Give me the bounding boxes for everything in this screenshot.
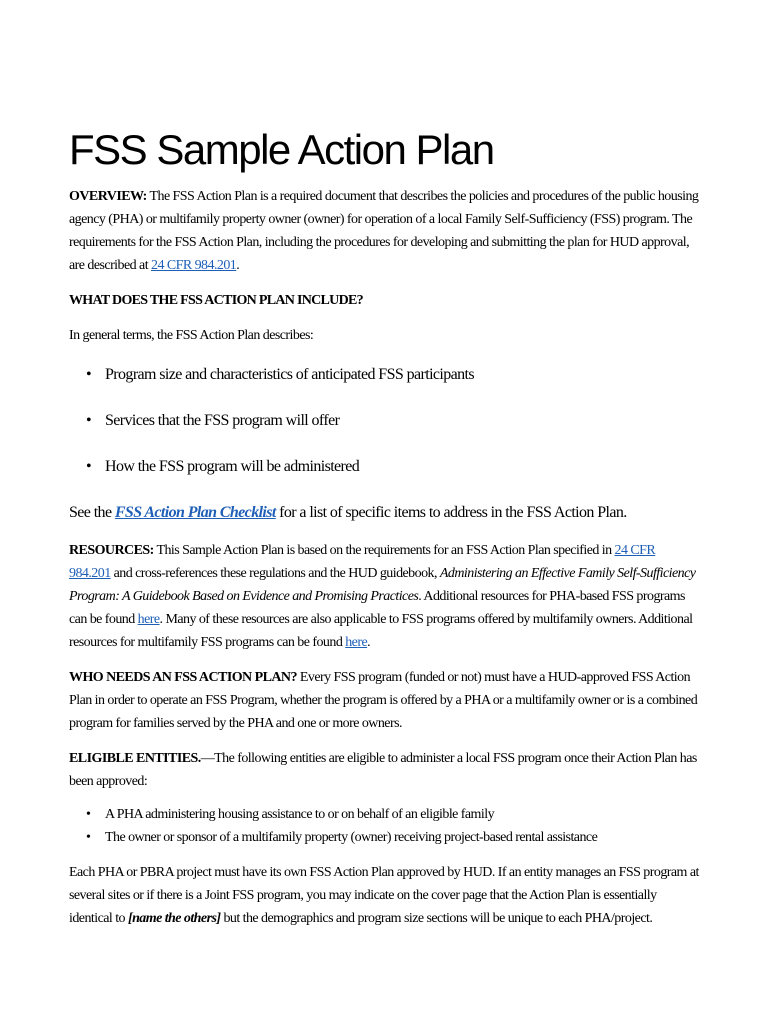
see-after: for a list of specific items to address in the FSS Action Plan.: [275, 504, 627, 521]
bullet-icon: •: [86, 458, 92, 475]
closing-paragraph: [69, 861, 699, 930]
resources-paragraph: [69, 539, 699, 654]
list-item-text: Services that the FSS program will offer: [105, 412, 340, 429]
checklist-link[interactable]: FSS Action Plan Checklist: [114, 504, 276, 521]
list-item: [69, 363, 699, 387]
overview-label: OVERVIEW:: [69, 189, 147, 204]
bullet-icon: •: [86, 807, 91, 822]
overview-end: .: [236, 258, 240, 273]
see-before: See the: [69, 504, 115, 521]
list-item-text: The owner or sponsor of a multifamily property (owner) receiving project-based rental assistance: [105, 830, 598, 845]
resources-label: RESOURCES:: [69, 543, 154, 558]
eligible-paragraph: [69, 747, 699, 793]
cfr-link-2[interactable]: 24 CFR 984.201: [69, 543, 656, 581]
bullet-icon: •: [86, 830, 91, 845]
eligible-text: —The following entities are eligible to administer a local FSS program once their Action Plan has been approved:: [69, 751, 697, 789]
bullet-icon: •: [86, 366, 92, 383]
resources-text: .: [367, 635, 371, 650]
eligible-label: ELIGIBLE ENTITIES.: [69, 751, 201, 766]
list-item-text: A PHA administering housing assistance to or on behalf of an eligible family: [105, 807, 495, 822]
list-item: [69, 455, 699, 479]
guidebook-title: Administering an Effective Family Self-Sufficiency Program: A Guidebook Based on Evidence and Promising Practices: [69, 566, 696, 604]
include-heading: WHAT DOES THE FSS ACTION PLAN INCLUDE?: [69, 293, 363, 308]
see-checklist-paragraph: [69, 501, 699, 525]
list-item-text: How the FSS program will be administered: [105, 458, 360, 475]
name-the-others-placeholder: [name the others]: [127, 911, 221, 926]
bullet-icon: •: [86, 412, 92, 429]
resources-text: . Many of these resources are also applicable to FSS programs offered by multifamily owners. Additional resources for multifamily FSS programs can be found: [69, 612, 693, 650]
list-item: [69, 803, 699, 826]
include-list: [69, 363, 699, 479]
document-body: [69, 185, 699, 930]
resources-text: and cross-references these regulations and the HUD guidebook,: [110, 566, 440, 581]
pha-resources-link[interactable]: here: [137, 612, 160, 627]
list-item: [69, 826, 699, 849]
resources-text: This Sample Action Plan is based on the requirements for an FSS Action Plan specified in: [153, 543, 615, 558]
overview-text: The FSS Action Plan is a required document that describes the policies and procedures of the public housing agency (PHA) or multifamily property owner (owner) for operation of a local Family Self-Sufficiency (FSS) program. The requirements for the FSS Action Plan, including the procedures for developing and submitting the plan for HUD approval, are described at: [69, 189, 699, 273]
multifamily-resources-link[interactable]: here: [345, 635, 368, 650]
cfr-link[interactable]: 24 CFR 984.201: [151, 258, 237, 273]
eligible-list: [69, 803, 699, 849]
resources-text: . Additional resources for PHA-based FSS programs can be found: [69, 589, 685, 627]
overview-paragraph: [69, 185, 699, 277]
list-item-text: Program size and characteristics of anticipated FSS participants: [105, 366, 475, 383]
list-item: [69, 409, 699, 433]
who-needs-label: WHO NEEDS AN FSS ACTION PLAN?: [69, 670, 297, 685]
closing-text: but the demographics and program size sections will be unique to each PHA/project.: [220, 911, 653, 926]
who-needs-paragraph: [69, 666, 699, 735]
page-title: FSS Sample Action Plan: [69, 126, 494, 173]
general-terms-text: In general terms, the FSS Action Plan describes:: [69, 328, 314, 343]
who-needs-text: Every FSS program (funded or not) must have a HUD-approved FSS Action Plan in order to operate an FSS Program, whether the program is offered by a PHA or a multifamily owner or is a combined program for families served by the PHA and one or more owners.: [69, 670, 698, 731]
closing-text: Each PHA or PBRA project must have its own FSS Action Plan approved by HUD. If an entity manages an FSS program at several sites or if there is a Joint FSS program, you may indicate on the cover page that the Action Plan is essentially identical to: [69, 865, 699, 926]
